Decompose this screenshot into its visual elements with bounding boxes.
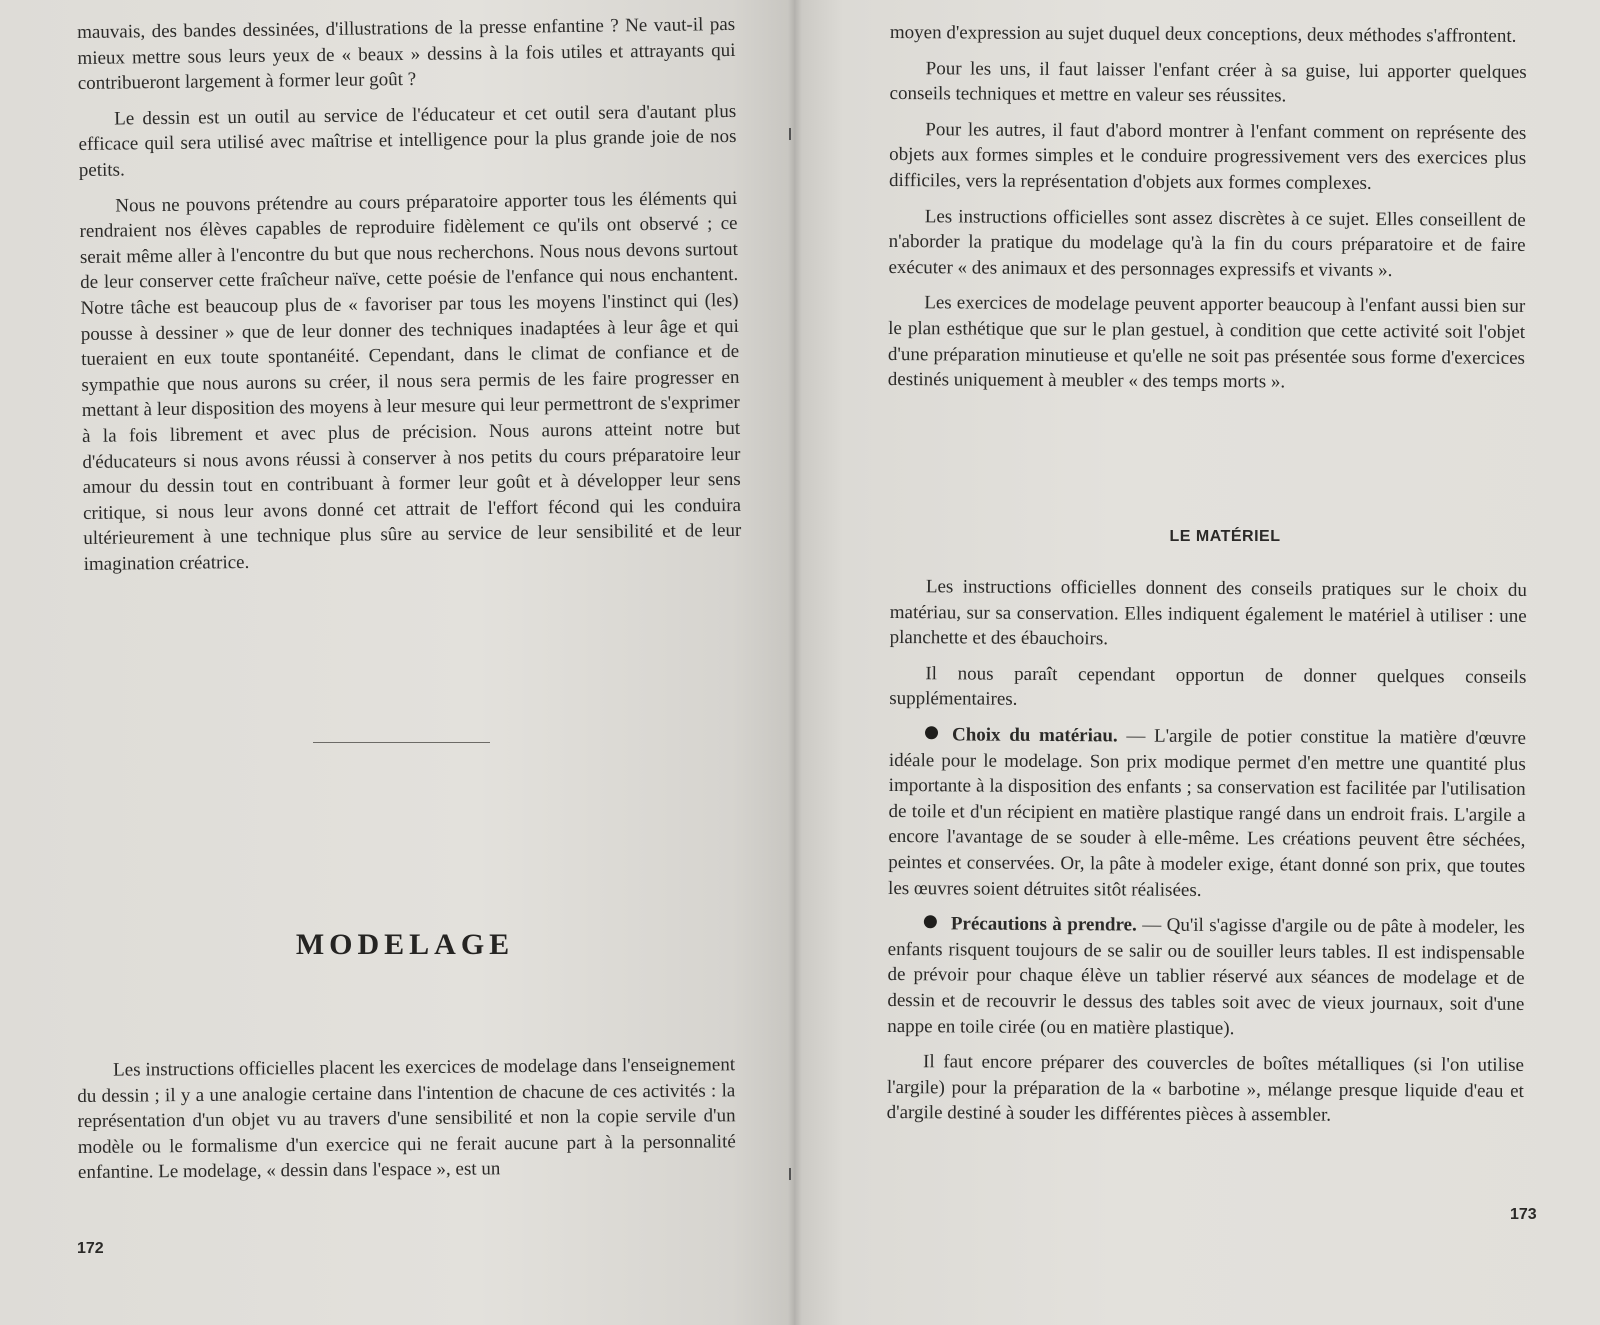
left-paragraph-3: Nous ne pouvons prétendre au cours préparatoire apporter tous les éléments qui rendraient nos élèves capables de reproduire fidèlement ce qu'ils ont observé ; ce serait même aller à l'encontre du but que nous recherchons. Nous nous devons surtout de leur conserver cette fraîcheur naïve, cette poésie de l'enfance qui nous enchantent. Notre tâche est beaucoup plus de « favoriser par tous les moyens l'instinct qui (les) pousse à dessiner » que de leur donner des techniques inadaptées à leur âge et qui tueraient en eux toute spontanéité. Cependant, dans le climat de confiance et de sympathie que nous aurons su créer, il nous sera permis de les faire progresser en mettant à leur disposition des moyens à leur mesure qui leur permettront de s'exprimer à la fois librement et avec plus de précision. Nous aurons atteint notre but d'éducateurs si nous avons réussi à conserver à nos petits du cours préparatoire leur amour du dessin tout en contribuant à former leur goût et à développer leur sens critique, si nous leur avons donné cet attrait de l'effort fécond qui les conduira ultérieurement à une technique plus sûre au service de leur sensibilité et de leur imagination créatrice. [79, 187, 742, 575]
right-top-text [888, 20, 1527, 407]
left-paragraph-1: mauvais, des bandes dessinées, d'illustrations de la presse enfantine ? Ne vaut-il pas mieux mettre sous leurs yeux de « beaux » dessins à la fois utiles et attrayants qui contribueront largement à former leur goût ? [77, 13, 736, 95]
bullet-icon [925, 726, 938, 739]
left-top-text [77, 12, 742, 587]
book-gutter [788, 0, 802, 1325]
section-title-modelage: MODELAGE [295, 928, 515, 961]
right-paragraph-3: Pour les autres, il faut d'abord montrer à l'enfant comment on représente des objets aux formes simples et le conduire progressivement vers des exercices plus difficiles, vers la représentation d'objets aux formes complexes. [888, 118, 1527, 194]
bullet-choix-text: — L'argile de potier constitue la matière d'œuvre idéale pour le modelage. Son prix modique permet d'en mettre une quantité plus importante à la disposition des enfants ; sa conservation est facilitée par l'utilisation de toile et d'un récipient en matière plastique rangé dans un endroit frais. L'argile a encore l'avantage de se souder à elle-même. Les créations peuvent être séchées, peintes et conservées. Or, la pâte à modeler exige, étant donné son prix, que toutes les œuvres soient détruites sitôt réalisées. [888, 725, 1527, 901]
right-paragraph-4: Les instructions officielles sont assez discrètes à ce sujet. Elles conseillent de n'aborder la pratique du modelage qu'à la fin du cours préparatoire et de faire exécuter « des animaux et des personnages expressifs et vivants ». [888, 205, 1526, 281]
right-bottom-text [887, 574, 1527, 1140]
bullet-choix-lead: Choix du matériau. [951, 724, 1118, 747]
left-page [0, 0, 795, 1325]
heading-le-materiel: LE MATÉRIEL [1169, 528, 1281, 545]
bullet-precautions [887, 911, 1525, 1043]
bullet-precautions-text: — Qu'il s'agisse d'argile ou de pâte à modeler, les enfants risquent toujours de se salir ou de souiller leurs tables. Il est indispensable de prévoir pour chaque élève un tablier réservé aux séances de modelage et de dessin et de recouvrir le dessus des tables soit avec de vieux journaux, soit d'une nappe en toile cirée (ou en matière plastique). [887, 914, 1525, 1039]
left-paragraph-2: Le dessin est un outil au service de l'éducateur et cet outil sera d'autant plus efficace quil sera utilisé avec maîtrise et intelligence pour la plus grande joie de nos petits. [78, 100, 737, 181]
right-paragraph-2: Pour les uns, il faut laisser l'enfant créer à sa guise, lui apporter quelques conseils techniques et mettre en valeur ses réussites. [889, 57, 1527, 107]
materiel-paragraph-last: Il faut encore préparer des couvercles de boîtes métalliques (si l'on utilise l'argile) pour la préparation de la « barbotine », mélange presque liquide d'eau et d'argile destiné à souder les différentes pièces à assembler. [886, 1051, 1525, 1126]
section-divider [313, 742, 490, 743]
right-paragraph-1: moyen d'expression au sujet duquel deux conceptions, deux méthodes s'affrontent. [889, 21, 1517, 47]
materiel-paragraph-2: Il nous paraît cependant opportun de donner quelques conseils supplémentaires. [889, 662, 1527, 711]
right-paragraph-5: Les exercices de modelage peuvent apporter beaucoup à l'enfant aussi bien sur le plan esthétique que sur le plan gestuel, à condition que cette activité soit l'objet d'une préparation minutieuse et qu'elle ne soit pas présentée sous forme d'exercices destinés uniquement à meubler « des temps morts ». [887, 292, 1526, 393]
bullet-choix-materiau [888, 722, 1526, 905]
bullet-icon [924, 915, 937, 928]
left-paragraph-modelage: Les instructions officielles placent les exercices de modelage dans l'enseignement du dessin ; il y a une analogie certaine dans l'intention de chacune de ces activités : la représentation d'un objet vu au travers d'une sensibilité et non la copie servile d'un modèle ou le formalisme d'un exercice qui ne ferait aucune part à la personnalité enfantine. Le modelage, « dessin dans l'espace », est un [77, 1054, 736, 1184]
page-number-right: 173 [1510, 1206, 1537, 1223]
page-number-left: 172 [77, 1240, 104, 1257]
materiel-paragraph-1: Les instructions officielles donnent des conseils pratiques sur le choix du matériau, sur sa conservation. Elles indiquent également le matériel à utiliser : une planchette et des ébauchoirs. [889, 576, 1527, 650]
left-bottom-text [77, 1052, 736, 1196]
bullet-precautions-lead: Précautions à prendre. [950, 913, 1137, 936]
